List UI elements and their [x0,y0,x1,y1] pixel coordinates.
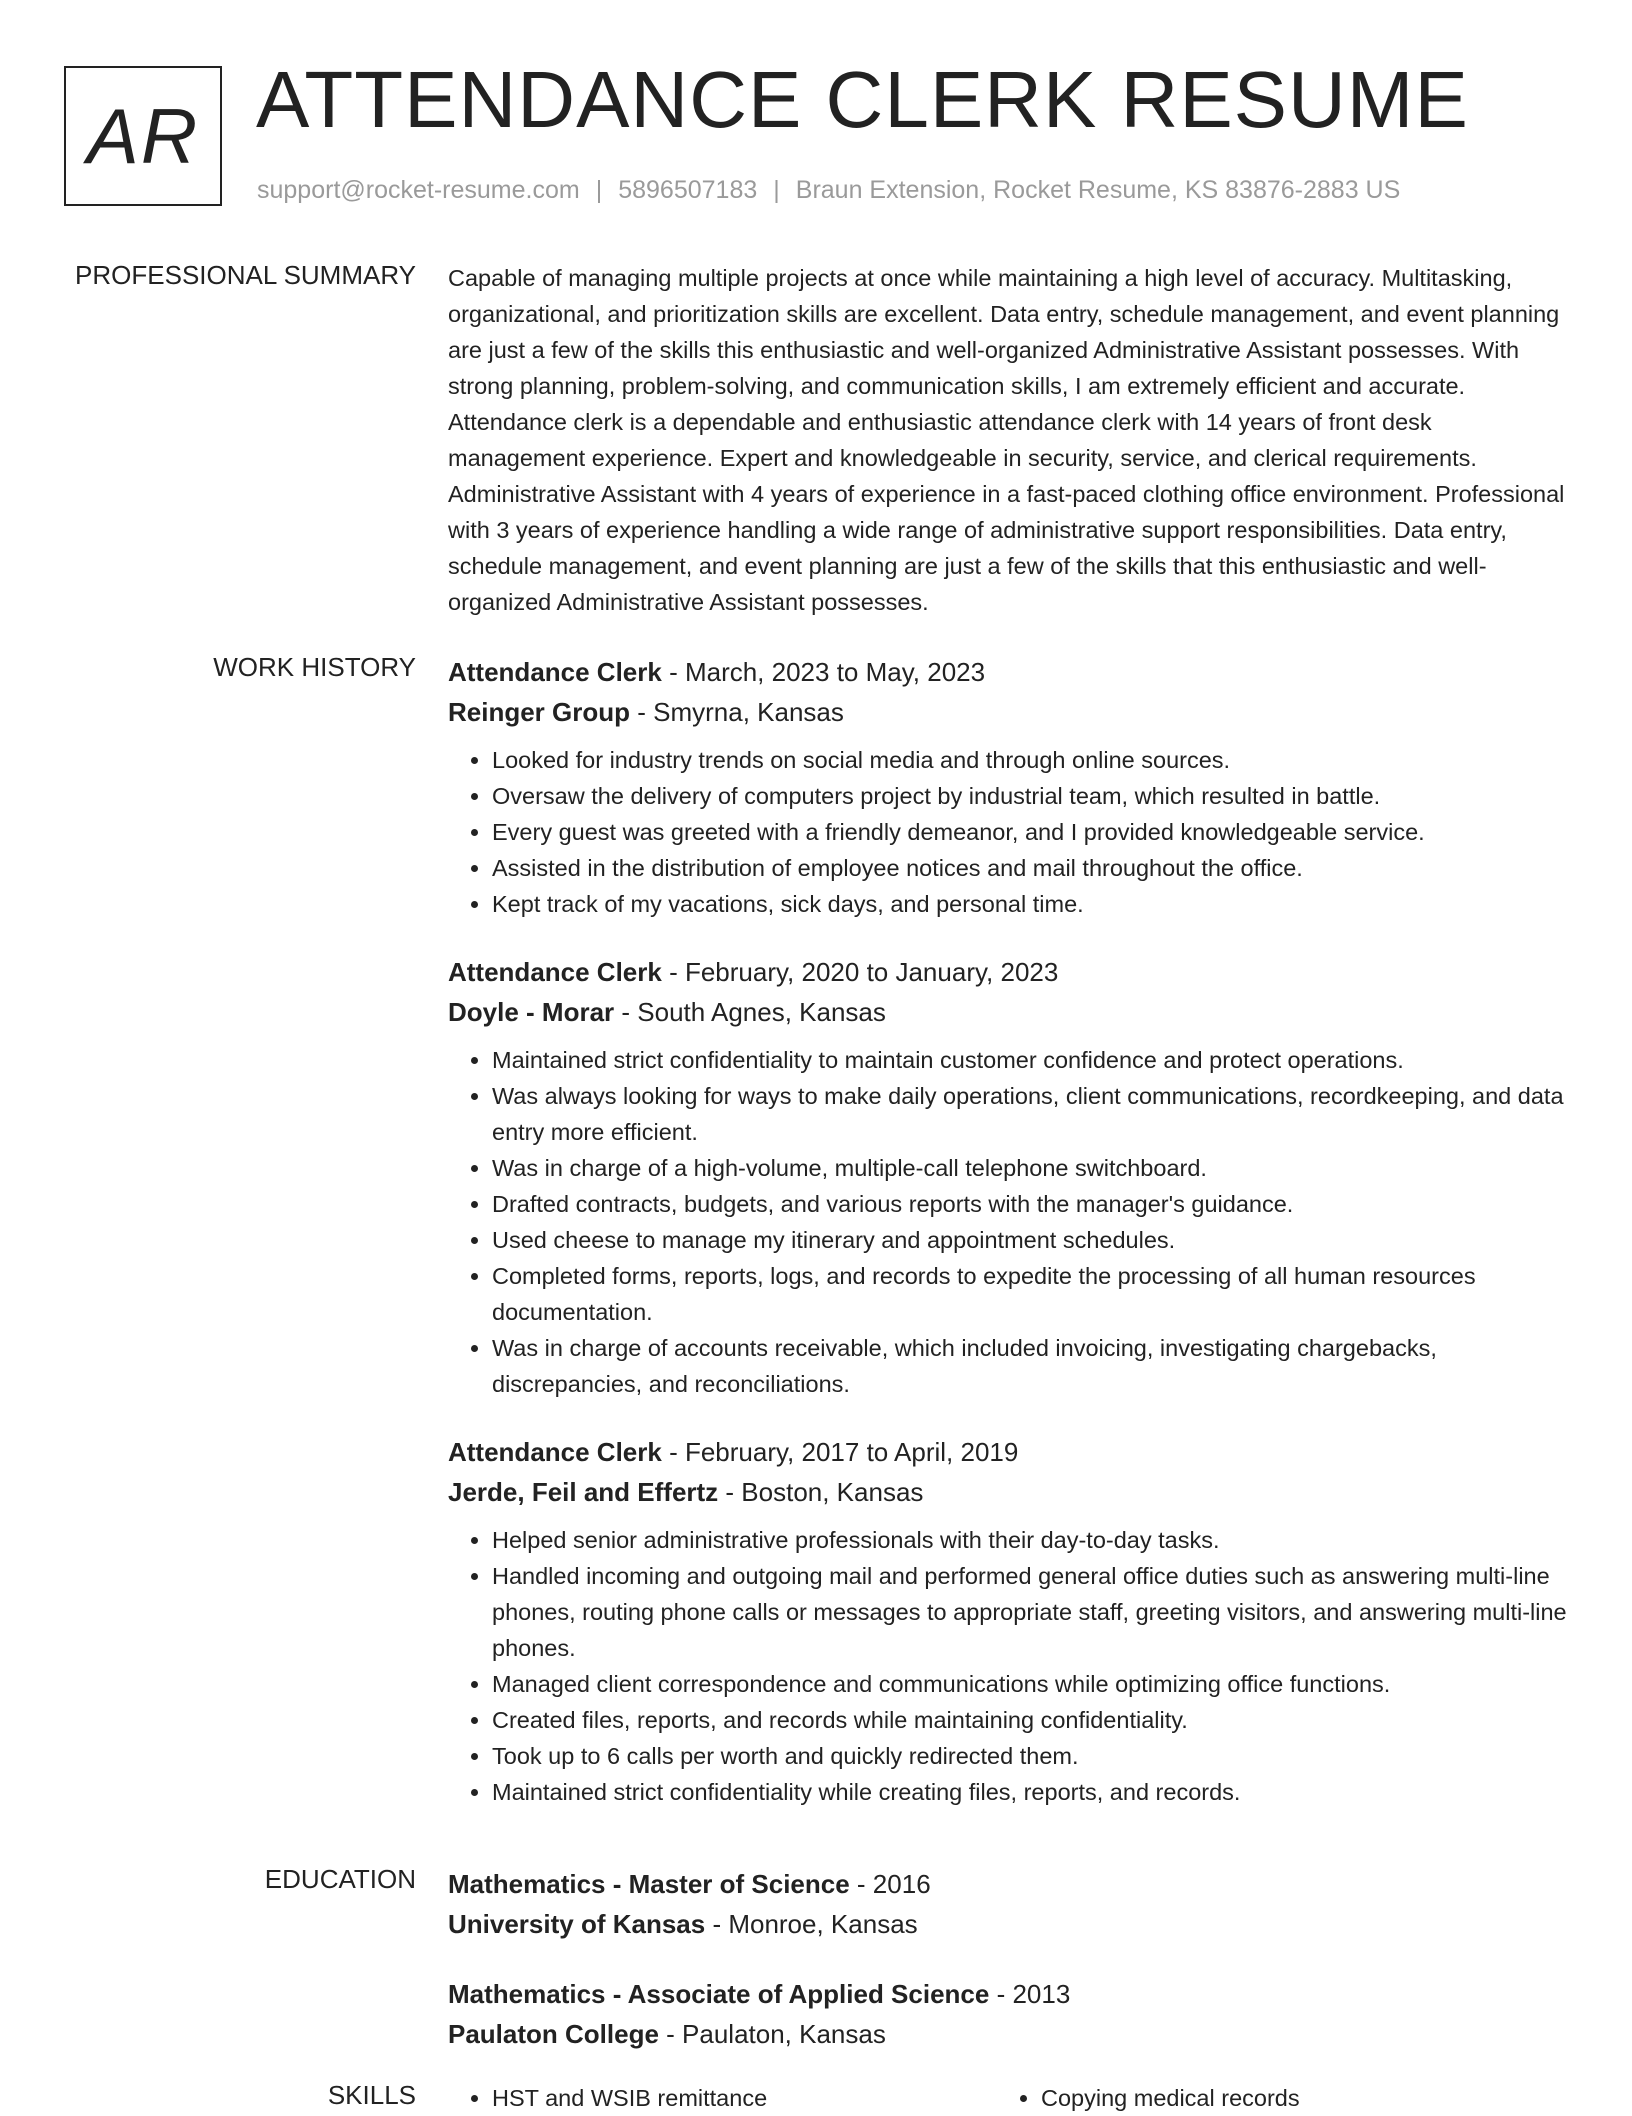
job-position: Attendance Clerk [448,957,662,987]
contact-email[interactable]: support@rocket-resume.com [257,176,580,204]
job-company: Doyle - Morar [448,997,615,1027]
job-bullet: • Maintained strict confidentiality to maintain customer confidence and protect operations. [492,1042,1570,1078]
job-company-line [448,692,1570,732]
skills-body [448,2080,1570,2116]
school-location: - Paulaton, Kansas [658,2019,886,2049]
job-company: Jerde, Feil and Effertz [448,1477,719,1507]
job-bullet: • Helped senior administrative professionals with their day-to-day tasks. [492,1522,1570,1558]
monogram-logo: AR [64,66,222,206]
job-location: - Boston, Kansas [718,1477,924,1507]
section-title: SKILLS [327,2080,416,2110]
skills-column-left [448,2080,997,2116]
contact-phone[interactable]: 5896507183 [618,176,758,204]
job-title-line [448,652,1570,692]
job-bullet: • Took up to 6 calls per worth and quickly redirected them. [492,1738,1570,1774]
job-dates: - March, 2023 to May, 2023 [661,657,986,687]
job-bullet: • Handled incoming and outgoing mail and performed general office duties such as answering multi-line phones, routing phone calls or messages to appropriate staff, greeting visitors, and answering multi-line phones. [492,1558,1570,1666]
school-line [448,1904,1570,1944]
job-bullet: • Completed forms, reports, logs, and records to expedite the processing of all human resources documentation. [492,1258,1570,1330]
resume-title: ATTENDANCE CLERK RESUME [256,55,1469,144]
job-entry [448,1432,1570,1810]
job-position: Attendance Clerk [448,1437,662,1467]
job-entry [448,652,1570,922]
job-bullet: • Used cheese to manage my itinerary and appointment schedules. [492,1222,1570,1258]
degree-year: - 2016 [849,1869,931,1899]
summary-body [448,260,1570,620]
job-dates: - February, 2017 to April, 2019 [661,1437,1019,1467]
skill-item: • HST and WSIB remittance [492,2080,997,2116]
contact-address: Braun Extension, Rocket Resume, KS 83876-2883 US [795,176,1401,204]
school-location: - Monroe, Kansas [705,1909,918,1939]
skill-item: • Copying medical records [1041,2080,1546,2116]
job-bullet: • Assisted in the distribution of employee notices and mail throughout the office. [492,850,1570,886]
job-bullet: • Kept track of my vacations, sick days, and personal time. [492,886,1570,922]
school-name: Paulaton College [448,2019,659,2049]
section-title: EDUCATION [264,1864,416,1894]
job-position: Attendance Clerk [448,657,662,687]
education-list [448,1864,1570,2084]
job-title-line [448,952,1570,992]
degree-name: Mathematics - Associate of Applied Science [448,1979,990,2009]
contact-separator: | [773,176,780,204]
job-bullet: • Every guest was greeted with a friendly demeanor, and I provided knowledgeable service. [492,814,1570,850]
contact-line [257,176,1400,205]
job-company: Reinger Group [448,697,631,727]
job-bullet: • Managed client correspondence and communications while optimizing office functions. [492,1666,1570,1702]
job-bullets [448,742,1570,922]
job-bullets [448,1042,1570,1402]
job-bullet: • Was in charge of accounts receivable, which included invoicing, investigating chargebacks, discrepancies, and reconciliations. [492,1330,1570,1402]
job-bullet: • Was in charge of a high-volume, multiple-call telephone switchboard. [492,1150,1570,1186]
degree-name: Mathematics - Master of Science [448,1869,850,1899]
job-bullet: • Was always looking for ways to make daily operations, client communications, recordkeeping, and data entry more efficient. [492,1078,1570,1150]
job-bullet: • Drafted contracts, budgets, and various reports with the manager's guidance. [492,1186,1570,1222]
job-bullet: • Maintained strict confidentiality while creating files, reports, and records. [492,1774,1570,1810]
school-name: University of Kansas [448,1909,706,1939]
degree-line [448,1864,1570,1904]
job-bullets [448,1522,1570,1810]
job-company-line [448,1472,1570,1512]
section-title: WORK HISTORY [213,652,416,682]
contact-separator: | [595,176,603,204]
school-line [448,2014,1570,2054]
job-bullet: • Created files, reports, and records while maintaining confidentiality. [492,1702,1570,1738]
job-bullet: • Looked for industry trends on social media and through online sources. [492,742,1570,778]
job-title-line [448,1432,1570,1472]
job-bullet: • Oversaw the delivery of computers project by industrial team, which resulted in battle. [492,778,1570,814]
section-title: PROFESSIONAL SUMMARY [75,260,416,290]
summary-text: Capable of managing multiple projects at once while maintaining a high level of accuracy. Multitasking, organizational, and prioritization skills are excellent. Data entry, schedule management, and event planning are just a few of the skills this enthusiastic and well-organized Administrative Assistant possesses. With strong planning, problem-solving, and communication skills, I am extremely efficient and accurate. Attendance clerk is a dependable and enthusiastic attendance clerk with 14 years of front desk management experience. Expert and knowledgeable in security, service, and clerical requirements. Administrative Assistant with 4 years of experience in a fast-paced clothing office environment. Professional with 3 years of experience handling a wide range of administrative support responsibilities. Data entry, schedule management, and event planning are just a few of the skills that this enthusiastic and well-organized Administrative Assistant possesses. [448,265,1565,615]
education-entry [448,1974,1570,2054]
job-location: - South Agnes, Kansas [614,997,886,1027]
job-entry [448,952,1570,1402]
skills-column-right [997,2080,1546,2116]
education-entry [448,1864,1570,1944]
job-dates: - February, 2020 to January, 2023 [661,957,1059,987]
job-company-line [448,992,1570,1032]
job-location: - Smyrna, Kansas [630,697,844,727]
jobs-list [448,652,1570,1840]
degree-year: - 2013 [989,1979,1071,2009]
degree-line [448,1974,1570,2014]
